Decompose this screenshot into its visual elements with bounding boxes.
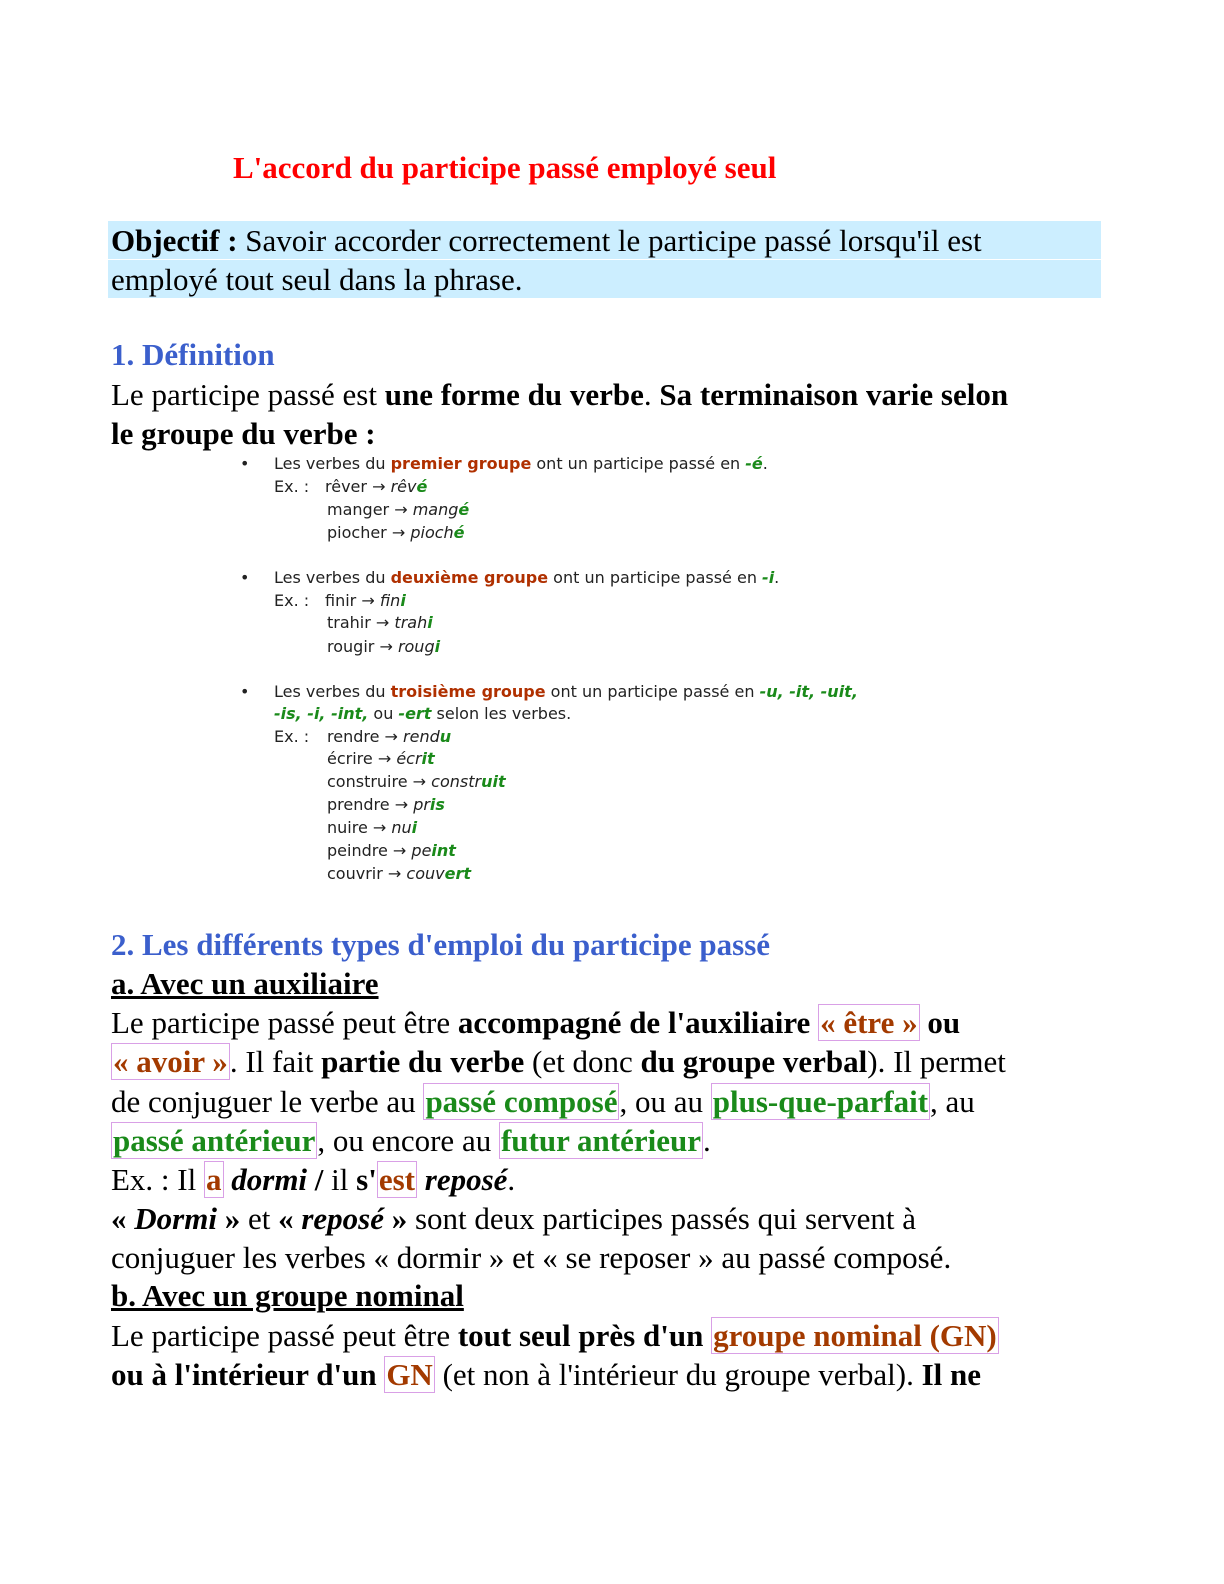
bold-text: Sa terminaison varie selon — [659, 377, 1009, 412]
ending: u — [439, 727, 452, 746]
bold-text: s' — [356, 1162, 377, 1197]
verb: trahir — [327, 613, 371, 632]
gn-term: GN — [386, 1357, 433, 1392]
arrow-icon: → — [392, 841, 407, 860]
arrow-icon: → — [387, 864, 402, 883]
ending: int — [431, 841, 456, 860]
objective-box — [108, 221, 1101, 298]
ending: ert — [444, 864, 471, 883]
ending: is — [429, 795, 445, 814]
verb: rêver — [325, 477, 367, 496]
group-2-bullet — [240, 567, 249, 589]
arrow-icon: → — [375, 613, 390, 632]
tense-passe-compose: passé composé — [425, 1084, 618, 1119]
section-2a-example — [111, 1161, 515, 1198]
group-3-rule — [274, 681, 858, 703]
stem: pr — [413, 795, 430, 814]
text: . — [774, 568, 780, 587]
group-3-example — [327, 771, 506, 793]
verb: manger — [327, 500, 390, 519]
group-2-example — [327, 636, 440, 658]
text — [810, 1005, 818, 1040]
text: et — [240, 1201, 279, 1236]
verb: peindre — [327, 841, 388, 860]
objective-label: Objectif : — [111, 223, 238, 258]
text: . — [643, 377, 660, 412]
arrow-icon: → — [361, 591, 375, 610]
text: Ex. : Il — [111, 1162, 204, 1197]
tense-passe-anterieur: passé antérieur — [113, 1123, 316, 1158]
verb: rendre — [327, 727, 380, 746]
group-name: deuxième groupe — [390, 568, 549, 587]
groupe-nominal-term: groupe nominal (GN) — [713, 1318, 997, 1353]
arrow-icon: → — [394, 795, 409, 814]
text: Le participe passé est — [111, 377, 385, 412]
group-name: premier groupe — [390, 454, 532, 473]
text: (et donc — [524, 1044, 641, 1079]
verb: piocher — [327, 523, 387, 542]
ending: i — [434, 637, 441, 656]
text: Les verbes du — [274, 454, 391, 473]
arrow-icon: → — [379, 637, 393, 656]
ending: -i — [762, 568, 775, 587]
bold-text: partie du verbe — [321, 1044, 525, 1079]
ending: uit — [481, 772, 506, 791]
ending: it — [421, 749, 435, 768]
bold-text: « — [111, 1201, 135, 1236]
bold-italic-text: reposé — [301, 1201, 384, 1236]
text: , ou encore au — [317, 1123, 499, 1158]
objective-divider — [108, 259, 1101, 260]
page-title: L'accord du participe passé employé seul — [233, 150, 777, 185]
group-1-ex-label: Ex. : — [274, 477, 310, 496]
text — [417, 1162, 425, 1197]
tense-plus-que-parfait: plus-que-parfait — [712, 1084, 929, 1119]
text: de conjuguer le verbe au — [111, 1084, 424, 1119]
text: , ou au — [619, 1084, 711, 1119]
verb: finir — [325, 591, 357, 610]
text: selon les verbes. — [431, 704, 572, 723]
bold-text: tout seul près d'un — [457, 1318, 704, 1353]
text: ou — [368, 704, 399, 723]
ending: -ert — [398, 704, 432, 723]
group-1-example — [327, 499, 469, 521]
group-3-rule-cont — [274, 703, 571, 725]
group-3-example — [327, 748, 435, 770]
text — [703, 1318, 711, 1353]
bold-text: Il ne — [921, 1357, 982, 1392]
section-2b-line-1 — [111, 1317, 999, 1354]
group-2-example — [327, 612, 433, 634]
group-2-ex-label: Ex. : — [274, 591, 310, 610]
text: ont un participe passé en — [545, 682, 760, 701]
bold-text: du groupe verbal — [640, 1044, 868, 1079]
bullet-icon: • — [240, 454, 250, 473]
verb: construire — [327, 772, 408, 791]
text: Le participe passé peut être — [111, 1005, 458, 1040]
ending: é — [458, 500, 470, 519]
section-2-heading: 2. Les différents types d'emploi du participe passé — [111, 927, 771, 962]
group-3-ex-label: Ex. : — [274, 727, 310, 746]
group-1-rule — [274, 453, 768, 475]
section-2a-line-3 — [111, 1083, 975, 1120]
stem: pioch — [410, 523, 454, 542]
text: ont un participe passé en — [548, 568, 763, 587]
ending: é — [453, 523, 465, 542]
group-3-example — [327, 726, 451, 748]
auxiliary-est: est — [378, 1162, 415, 1197]
stem: trah — [394, 613, 428, 632]
verb: nuire — [327, 818, 368, 837]
text: Le participe passé peut être — [111, 1318, 458, 1353]
subsection-a-heading: a. Avec un auxiliaire — [111, 966, 379, 1001]
auxiliary-etre: « être » — [820, 1005, 918, 1040]
ending: i — [427, 613, 433, 632]
group-2-example — [325, 590, 406, 612]
bold-text: » — [383, 1201, 408, 1236]
arrow-icon: → — [391, 523, 406, 542]
endings: -u, -it, -uit, — [759, 682, 858, 701]
stem: mang — [412, 500, 459, 519]
ending: -é — [745, 454, 763, 473]
text: , au — [930, 1084, 975, 1119]
text: . — [507, 1162, 516, 1197]
section-1-heading: 1. Définition — [111, 337, 275, 372]
verb: écrire — [327, 749, 373, 768]
text: ont un participe passé en — [531, 454, 746, 473]
text: sont deux participes passés qui servent à — [407, 1201, 917, 1236]
participle-dormi: dormi — [231, 1162, 308, 1197]
bold-text: une forme du verbe — [384, 377, 644, 412]
ending: é — [416, 477, 428, 496]
definition-line-1 — [111, 376, 1008, 413]
bold-italic-text: Dormi — [134, 1201, 217, 1236]
verb: prendre — [327, 795, 390, 814]
text: . — [762, 454, 768, 473]
section-2a-line-2 — [111, 1043, 1006, 1080]
arrow-icon: → — [372, 477, 386, 496]
section-2a-line-1 — [111, 1004, 960, 1041]
endings: -is, -i, -int, — [274, 704, 369, 723]
bold-text: ou — [919, 1005, 961, 1040]
group-3-example — [327, 794, 445, 816]
bullet-icon: • — [240, 682, 250, 701]
definition-line-2 — [111, 415, 376, 452]
stem: constr — [431, 772, 482, 791]
objective-text-1: Savoir accorder correctement le participe passé lorsqu'il est — [237, 223, 982, 258]
stem: fin — [379, 591, 401, 610]
bold-text: ou à l'intérieur d'un — [111, 1357, 377, 1392]
subsection-b-heading: b. Avec un groupe nominal — [111, 1278, 464, 1313]
arrow-icon: → — [394, 500, 408, 519]
group-3-example — [327, 840, 456, 862]
group-3-example — [327, 863, 471, 885]
arrow-icon: → — [377, 749, 392, 768]
text: . — [703, 1123, 711, 1158]
stem: couv — [406, 864, 445, 883]
group-name: troisième groupe — [390, 682, 546, 701]
stem: nu — [391, 818, 412, 837]
group-2-rule — [274, 567, 779, 589]
text: . Il fait — [229, 1044, 322, 1079]
stem: rêv — [390, 477, 417, 496]
text: ). Il permet — [867, 1044, 1006, 1079]
group-3-example — [327, 817, 417, 839]
group-1-bullet — [240, 453, 249, 475]
objective-line-2: employé tout seul dans la phrase. — [111, 262, 523, 297]
group-1-example — [327, 522, 465, 544]
section-2a-line-6 — [111, 1200, 916, 1237]
arrow-icon: → — [384, 727, 398, 746]
bold-text: le groupe du verbe : — [111, 416, 376, 451]
text: (et non à l'intérieur du groupe verbal). — [434, 1357, 922, 1392]
group-1-example — [325, 476, 427, 498]
bold-text: » — [216, 1201, 241, 1236]
participle-repose: reposé — [424, 1162, 508, 1197]
section-2b-line-2 — [111, 1356, 981, 1393]
stem: écr — [396, 749, 422, 768]
section-2a-line-4 — [111, 1122, 711, 1159]
auxiliary-avoir: « avoir » — [113, 1044, 228, 1079]
tense-futur-anterieur: futur antérieur — [500, 1123, 702, 1158]
verb: couvrir — [327, 864, 383, 883]
stem: pe — [411, 841, 432, 860]
bullet-icon: • — [240, 568, 250, 587]
text: Les verbes du — [274, 568, 391, 587]
text: il — [331, 1162, 357, 1197]
bold-text: accompagné de l'auxiliaire — [457, 1005, 811, 1040]
section-2a-line-7: conjuguer les verbes « dormir » et « se reposer » au passé composé. — [111, 1240, 952, 1275]
arrow-icon: → — [372, 818, 387, 837]
ending: i — [411, 818, 418, 837]
stem: rend — [403, 727, 440, 746]
group-3-bullet — [240, 681, 249, 703]
ending: i — [400, 591, 406, 610]
arrow-icon: → — [412, 772, 427, 791]
bold-text: « — [278, 1201, 302, 1236]
auxiliary-a: a — [206, 1162, 222, 1197]
bold-text: / — [307, 1162, 332, 1197]
verb: rougir — [327, 637, 375, 656]
stem: roug — [397, 637, 435, 656]
objective-line-1 — [111, 222, 982, 259]
text: Les verbes du — [274, 682, 391, 701]
